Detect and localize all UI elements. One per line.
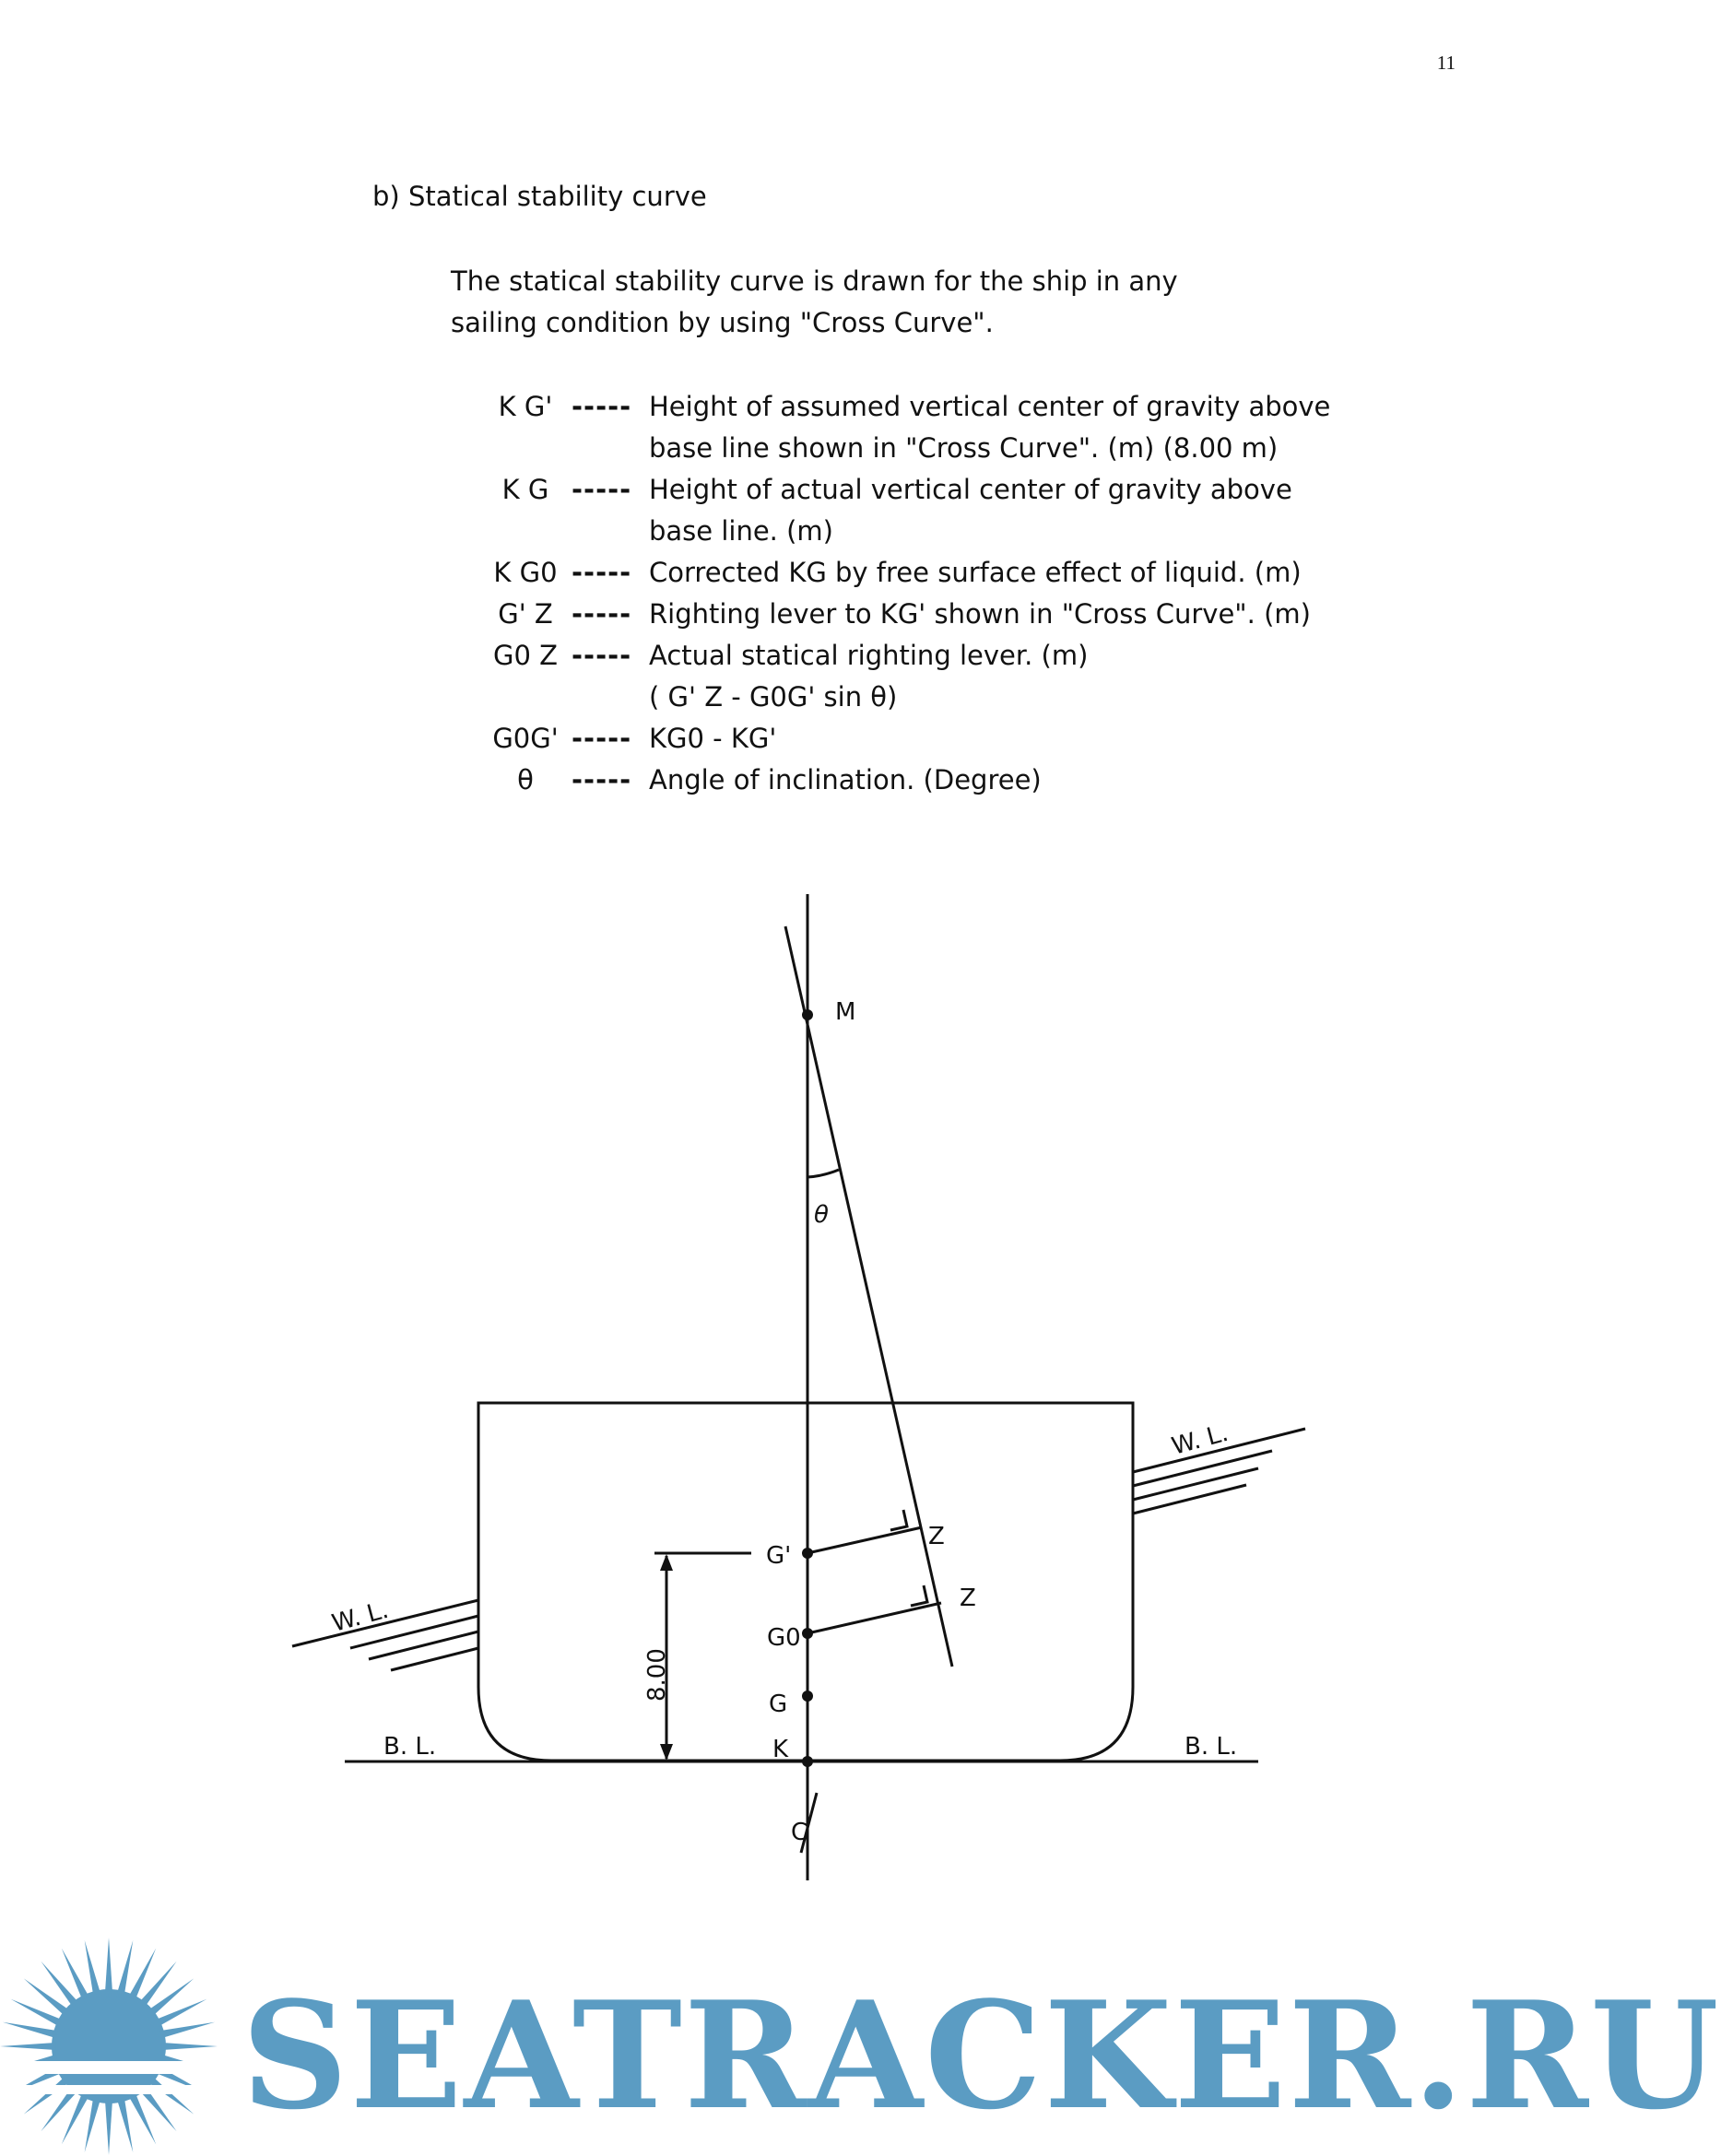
- definition-symbol: K G': [498, 391, 553, 422]
- label-g: G: [769, 1691, 788, 1718]
- gz-line-upper: [807, 1527, 922, 1553]
- label-theta: θ: [814, 1201, 829, 1229]
- definition-symbol: G0 Z: [492, 640, 558, 671]
- definition-symbol: G' Z: [498, 598, 553, 630]
- right-angle-mark: [911, 1585, 927, 1606]
- definition-symbol: G0G': [492, 723, 559, 754]
- definition-dash: -----: [572, 474, 632, 505]
- page-number: 11: [1436, 52, 1456, 74]
- definition-text: Actual statical righting lever. (m): [649, 640, 1089, 671]
- label-bl-right: B. L.: [1185, 1733, 1238, 1761]
- definition-text: Height of actual vertical center of gravity above: [649, 474, 1292, 505]
- label-z-upper: Z: [928, 1523, 945, 1550]
- label-dimension: 8.00: [643, 1648, 671, 1702]
- definition-dash: -----: [572, 640, 632, 671]
- label-g0: G0: [767, 1624, 801, 1652]
- waterline-hatch: [1133, 1451, 1272, 1486]
- sun-ray: [160, 2022, 216, 2038]
- definition-dash: -----: [572, 598, 632, 630]
- definition-text: KG0 - KG': [649, 723, 777, 754]
- sun-ray: [148, 1978, 194, 2016]
- definition-symbol: θ: [517, 764, 534, 795]
- definition-text: Corrected KG by free surface effect of liquid. (m): [649, 557, 1302, 588]
- definition-symbol: K G0: [493, 557, 558, 588]
- right-angle-mark: [890, 1510, 907, 1530]
- label-z-lower: Z: [960, 1585, 976, 1612]
- definition-dash: -----: [572, 723, 632, 754]
- label-centerline: C: [791, 1819, 808, 1846]
- waterline-hatch: [369, 1632, 478, 1659]
- section-heading: b) Statical stability curve: [372, 181, 707, 212]
- point-g0: [802, 1628, 813, 1639]
- label-bl-left: B. L.: [383, 1733, 437, 1761]
- point-g: [802, 1691, 813, 1702]
- sun-ray: [3, 2022, 58, 2038]
- sun-ray: [105, 2100, 112, 2155]
- sun-ray: [117, 1940, 133, 1996]
- sun-ray: [117, 2098, 133, 2153]
- definition-text: base line. (m): [649, 515, 833, 547]
- intro-line: sailing condition by using "Cross Curve".: [451, 307, 994, 338]
- watermark-text: SEATRACKER.RU: [242, 1969, 1721, 2142]
- label-m: M: [835, 998, 856, 1026]
- sun-ray: [139, 1962, 177, 2008]
- waterline-hatch: [1133, 1468, 1258, 1500]
- definition-dash: -----: [572, 557, 632, 588]
- definition-symbol: K G: [501, 474, 549, 505]
- sun-ray: [41, 1962, 78, 2008]
- sun-ray: [162, 2043, 218, 2050]
- dimension-arrow-top: [660, 1554, 673, 1571]
- definition-text: Height of assumed vertical center of gravity above: [649, 391, 1331, 422]
- sun-ray: [24, 1978, 70, 2016]
- sun-ray: [0, 2043, 55, 2050]
- point-k: [802, 1756, 813, 1767]
- label-k: K: [772, 1736, 789, 1763]
- waterline-hatch: [1133, 1485, 1246, 1514]
- definition-text: base line shown in "Cross Curve". (m) (8.00 m): [649, 432, 1279, 464]
- definition-dash: -----: [572, 764, 632, 795]
- g0z-line: [807, 1603, 941, 1633]
- definition-text: Angle of inclination. (Degree): [649, 764, 1042, 795]
- intro-line: The statical stability curve is drawn for the ship in any: [451, 265, 1178, 297]
- point-m: [802, 1009, 813, 1020]
- definition-text: Righting lever to KG' shown in "Cross Curve". (m): [649, 598, 1311, 630]
- sun-ray: [24, 2077, 70, 2115]
- sun-ray: [85, 2098, 100, 2153]
- theta-arc: [807, 1170, 839, 1177]
- label-wl-right: W. L.: [1169, 1419, 1232, 1461]
- definition-text: ( G' Z - G0G' sin θ): [649, 681, 898, 713]
- sun-ray: [148, 2077, 194, 2115]
- sun-logo-icon: [0, 1938, 240, 2155]
- label-g-prime: G': [766, 1542, 792, 1570]
- label-wl-left: W. L.: [329, 1596, 392, 1638]
- point-g-prime: [802, 1548, 813, 1559]
- definition-dash: -----: [572, 391, 632, 422]
- sun-ray: [85, 1940, 100, 1996]
- dimension-arrow-bottom: [660, 1744, 673, 1761]
- sun-ray: [105, 1938, 112, 1993]
- hull-outline: [478, 1403, 1133, 1761]
